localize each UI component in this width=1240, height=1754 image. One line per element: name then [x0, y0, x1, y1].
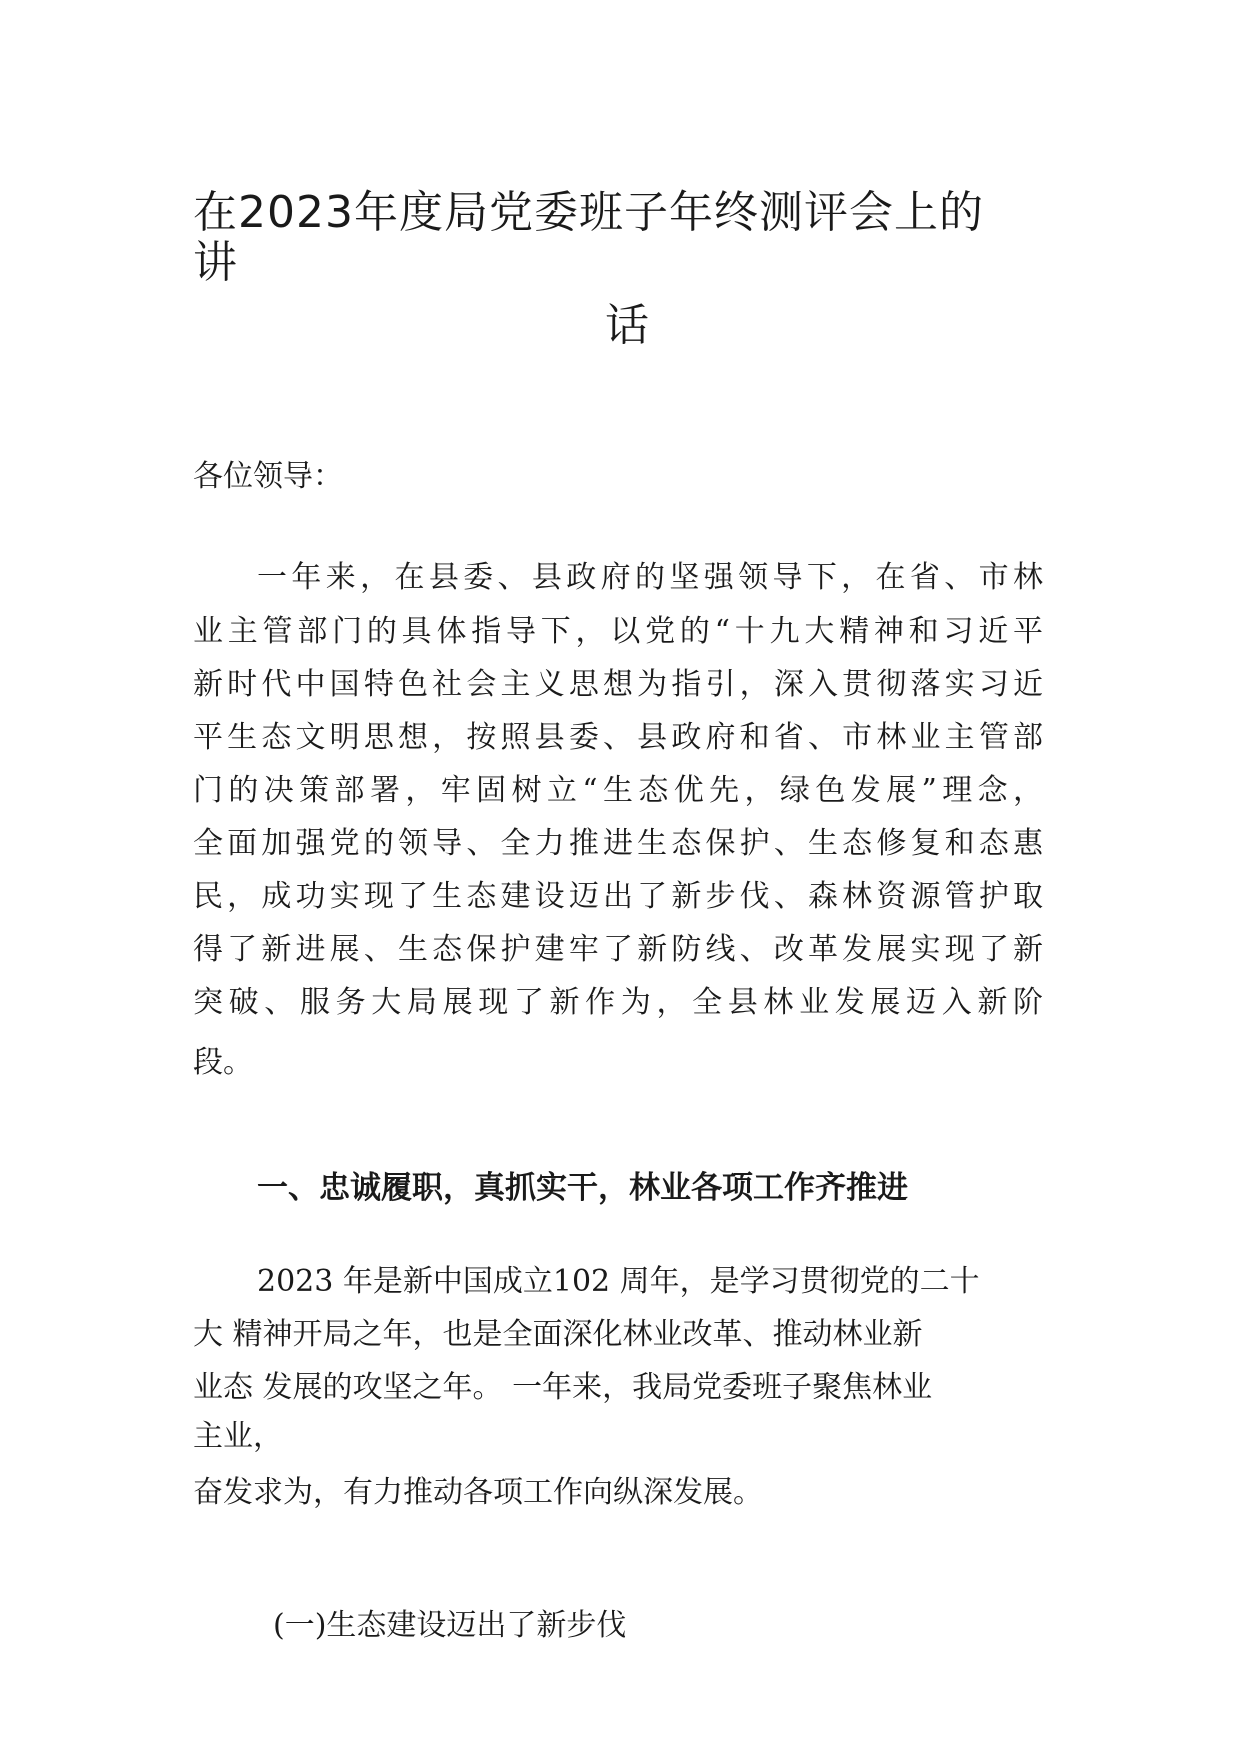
intro-line: 得了新进展、生态保护建牢了新防线、改革发展实现了新 [193, 932, 1043, 967]
intro-line: 一年来，在县委、县政府的坚强领导下，在省、市林 [257, 560, 1043, 595]
section-line: 业态 发展的攻坚之年。 一年来，我局党委班子聚焦林业 [193, 1370, 933, 1405]
salutation: 各位领导： [193, 459, 343, 494]
intro-line: 民，成功实现了生态建设迈出了新步伐、森林资源管护取 [193, 879, 1043, 914]
intro-line: 门的决策部署，牢固树立“生态优先，绿色发展”理念， [193, 773, 1043, 808]
section-line: 奋发求为，有力推动各项工作向纵深发展。 [193, 1475, 763, 1510]
section-line: 2023 年是新中国成立102 周年，是学习贯彻党的二十 [257, 1264, 980, 1299]
title-line-2: 讲 [193, 237, 238, 288]
intro-line: 平生态文明思想，按照县委、县政府和省、市林业主管部 [193, 720, 1043, 755]
intro-line: 新时代中国特色社会主义思想为指引，深入贯彻落实习近 [193, 667, 1043, 702]
intro-line: 全面加强党的领导、全力推进生态保护、生态修复和态惠 [193, 826, 1043, 861]
title-line-1: 在2023年度局党委班子年终测评会上的 [193, 187, 984, 238]
intro-line: 业主管部门的具体指导下，以党的“十九大精神和习近平 [193, 614, 1043, 649]
intro-line: 突破、服务大局展现了新作为，全县林业发展迈入新阶 [193, 985, 1043, 1020]
section-line: 主业， [193, 1419, 283, 1454]
section-heading: 一、忠诚履职，真抓实干，林业各项工作齐推进 [257, 1170, 908, 1206]
section-line: 大 精神开局之年，也是全面深化林业改革、推动林业新 [193, 1317, 923, 1352]
title-line-3: 话 [605, 300, 650, 351]
subsection-heading: (一)生态建设迈出了新步伐 [273, 1608, 627, 1643]
intro-line: 段。 [193, 1045, 253, 1080]
